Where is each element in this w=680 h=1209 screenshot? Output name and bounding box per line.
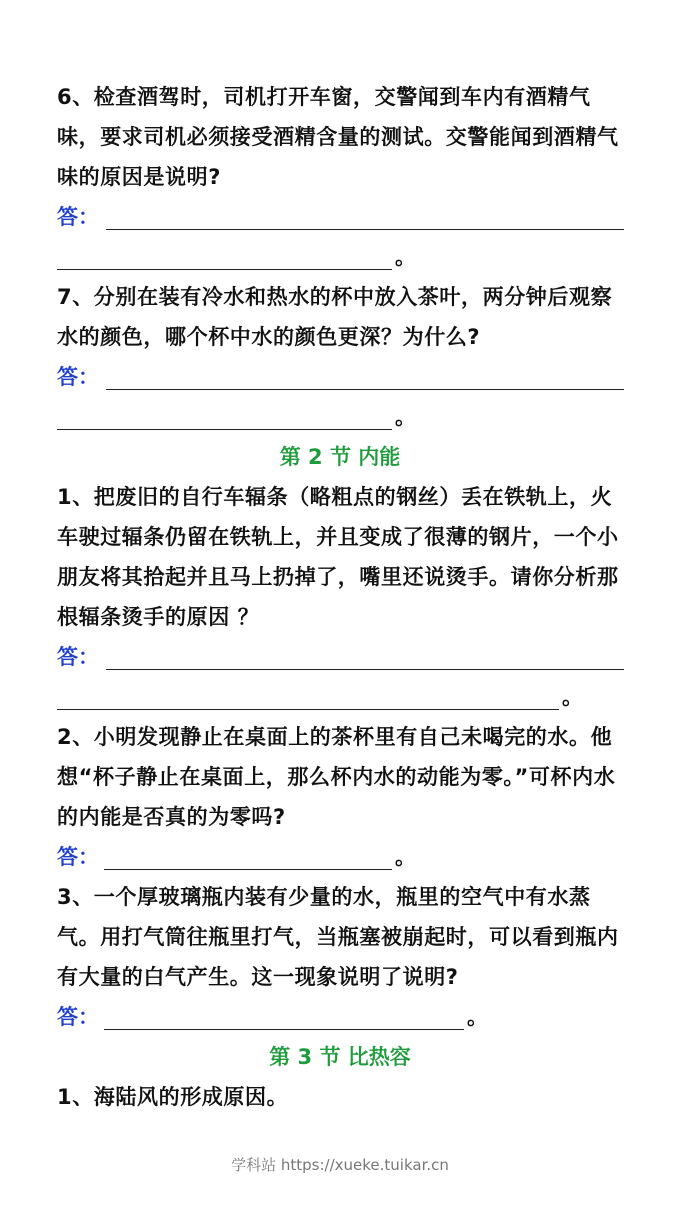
section3-question-1: 1、海陆风的形成原因。 (57, 1085, 289, 1109)
answer-row-s2q2 (57, 837, 627, 877)
section2-question-2: 2、小明发现静止在桌面上的茶杯里有自己未喝完的水。他想“杯子静止在桌面上，那么杯内水的动能为零。”可杯内水的内能是否真的为零吗? (57, 725, 616, 829)
answer-blank-line[interactable] (57, 269, 392, 270)
answer-row-s2q1-cont (57, 677, 627, 717)
footer-watermark: 学科站 https://xueke.tuikar.cn (231, 1156, 449, 1174)
answer-blank-line[interactable] (106, 389, 624, 390)
section2-question-1: 1、把废旧的自行车辐条（略粗点的钢丝）丢在铁轨上，火车驶过辐条仍留在铁轨上，并且变成了很薄的钢片，一个小朋友将其拾起并且马上扔掉了，嘴里还说烫手。请你分析那根辐条烫手的原因 ？ (57, 485, 619, 629)
answer-label: 答： (57, 1005, 99, 1029)
answer-row-q6 (57, 197, 627, 237)
section2-question-3: 3、一个厚玻璃瓶内装有少量的水，瓶里的空气中有水蒸气。用打气筒往瓶里打气，当瓶塞被崩起时，可以看到瓶内有大量的白气产生。这一现象说明了说明? (57, 885, 619, 989)
question-6: 6、检查酒驾时，司机打开车窗，交警闻到车内有酒精气味，要求司机必须接受酒精含量的测试。交警能闻到酒精气味的原因是说明? (57, 85, 619, 189)
answer-period: 。 (562, 685, 583, 709)
answer-row-q6-cont (57, 237, 627, 277)
answer-row-q7-cont (57, 397, 627, 437)
answer-blank-line[interactable] (104, 1029, 464, 1030)
answer-period: 。 (467, 1005, 488, 1029)
question-7: 7、分别在装有冷水和热水的杯中放入茶叶，两分钟后观察水的颜色，哪个杯中水的颜色更深？为什么? (57, 285, 613, 349)
answer-blank-line[interactable] (106, 229, 624, 230)
answer-label: 答： (57, 205, 99, 229)
answer-period: 。 (395, 245, 416, 269)
answer-blank-line[interactable] (106, 669, 624, 670)
section-heading-3: 第 3 节 比热容 (269, 1045, 411, 1069)
answer-row-s2q1 (57, 637, 627, 677)
answer-label: 答： (57, 845, 99, 869)
answer-row-s2q3 (57, 997, 627, 1037)
answer-blank-line[interactable] (57, 429, 392, 430)
answer-blank-line[interactable] (104, 869, 392, 870)
answer-period: 。 (395, 405, 416, 429)
answer-row-q7 (57, 357, 627, 397)
answer-label: 答： (57, 645, 99, 669)
answer-period: 。 (395, 845, 416, 869)
section-heading-2: 第 2 节 内能 (279, 445, 401, 469)
answer-blank-line[interactable] (57, 709, 559, 710)
answer-label: 答： (57, 365, 99, 389)
